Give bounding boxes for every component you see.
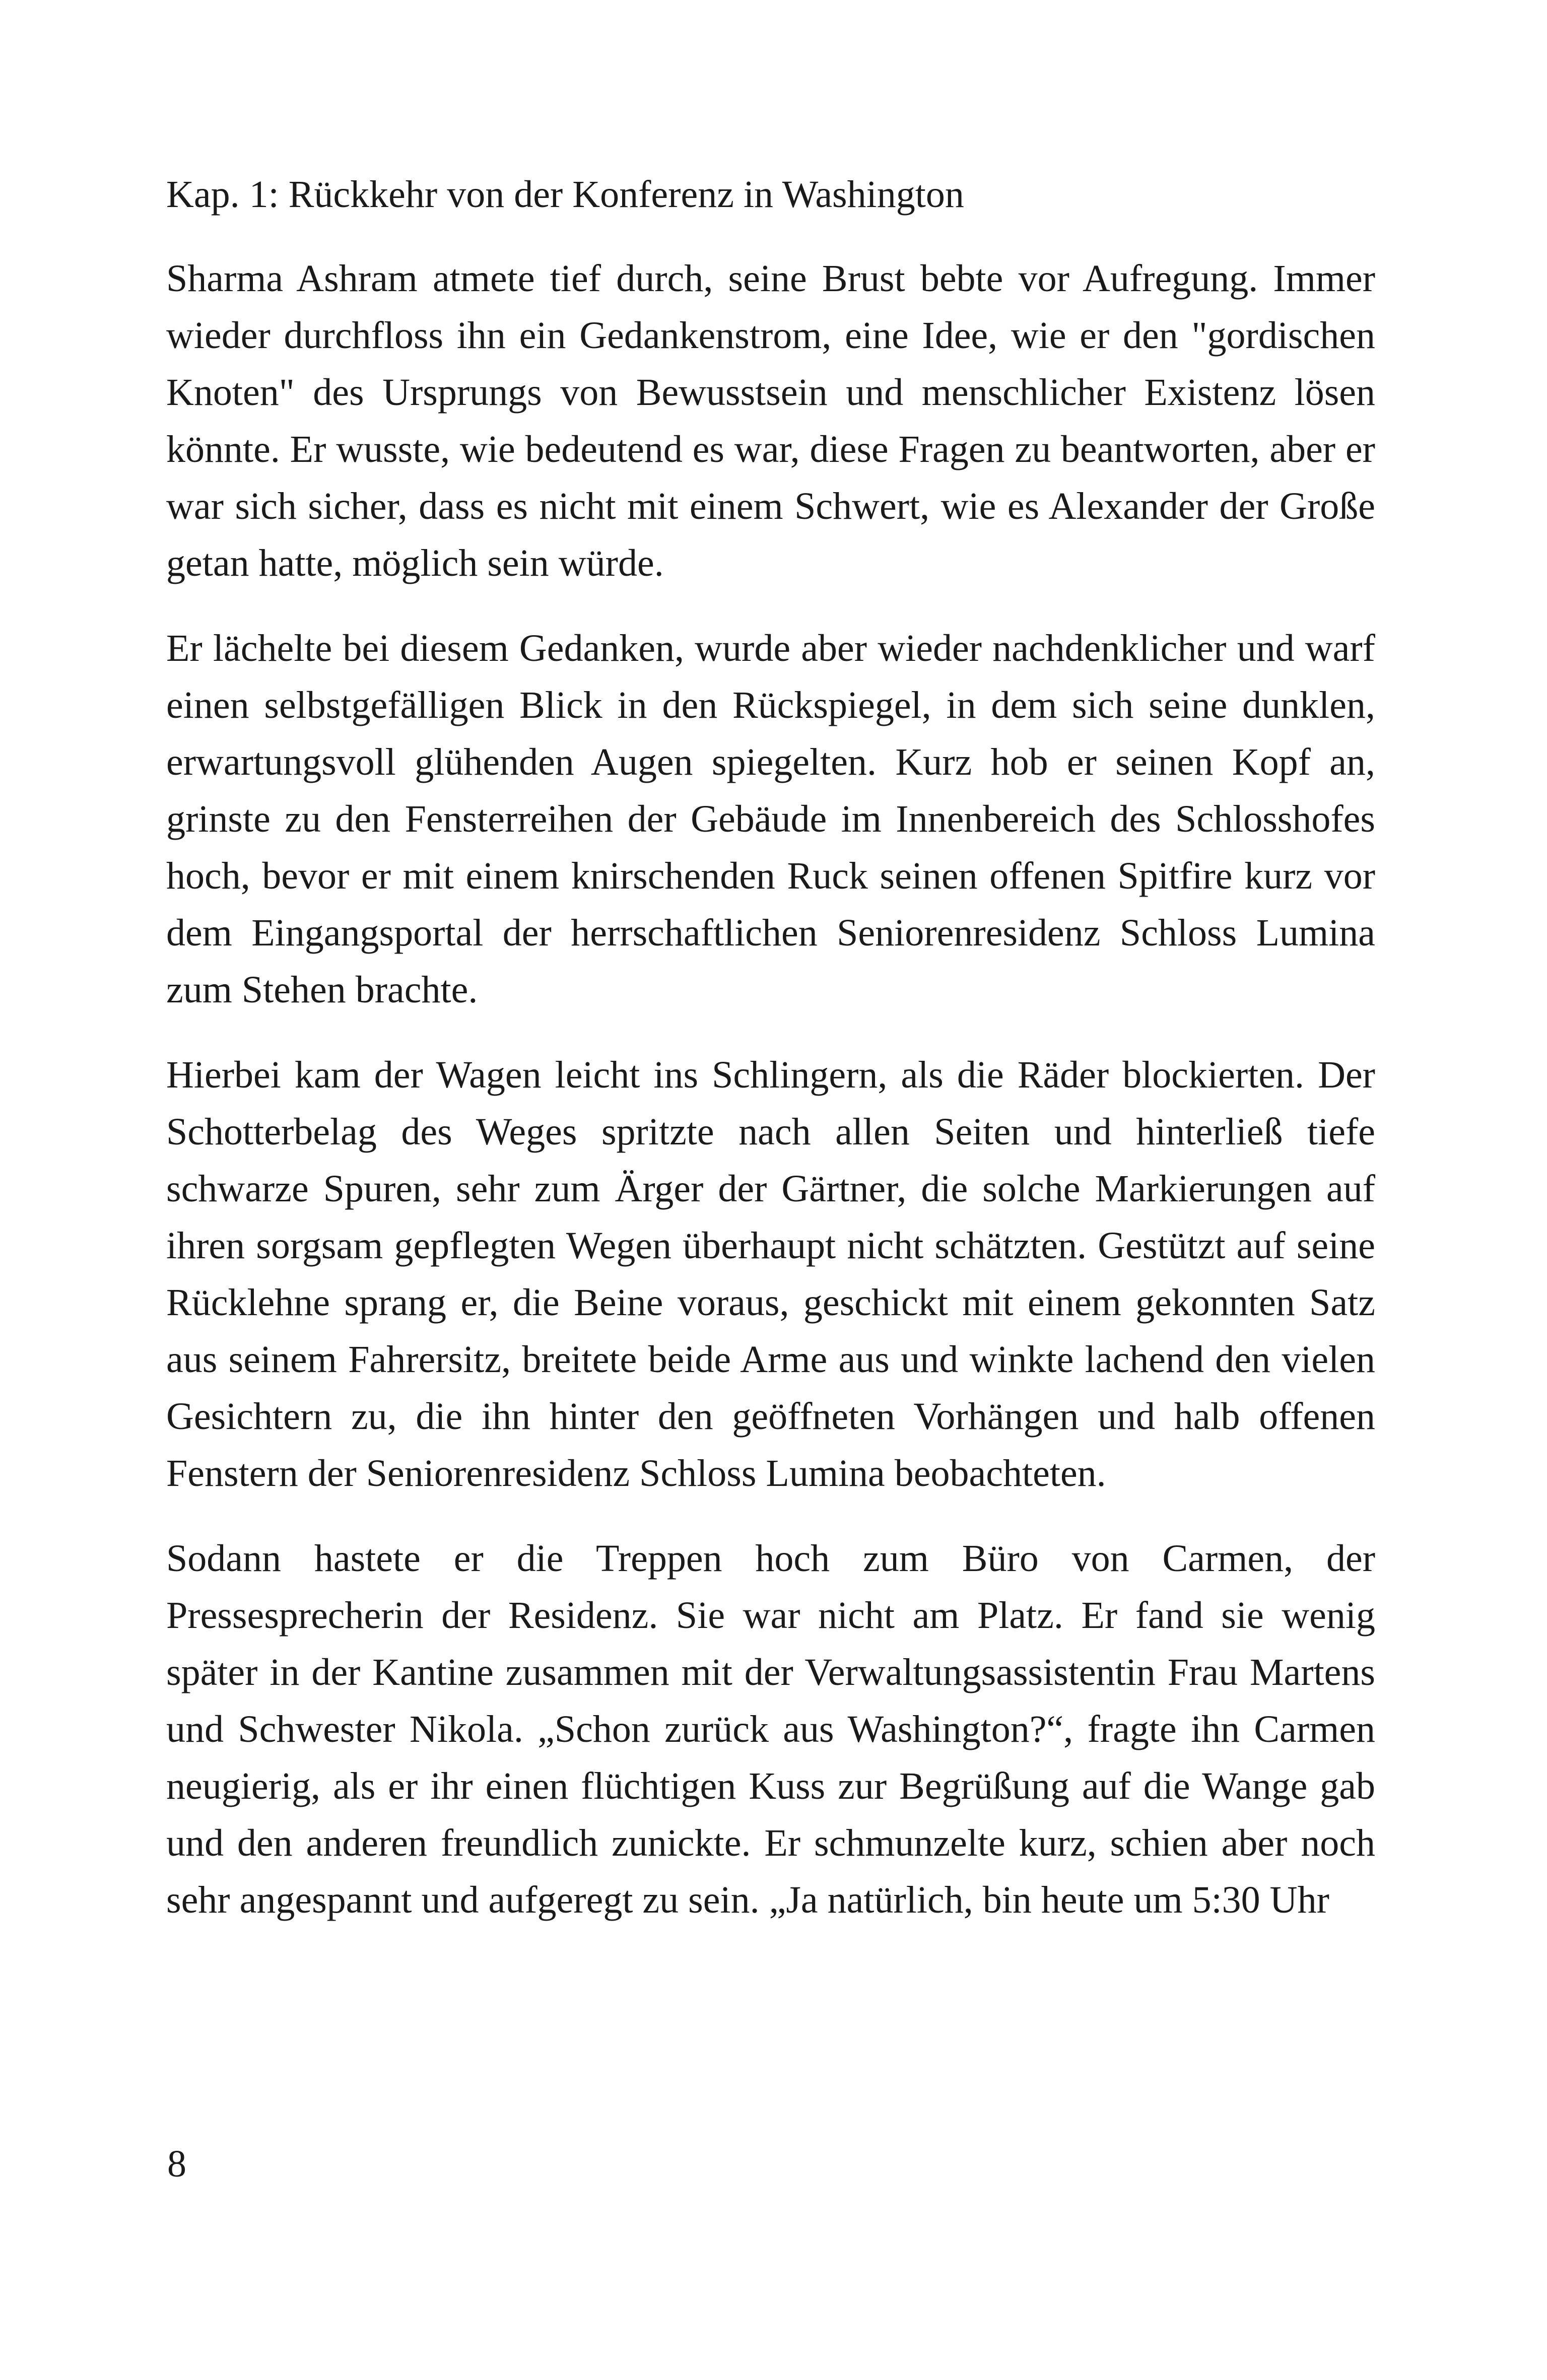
page-content	[166, 166, 1375, 1957]
paragraph-2: Er lächelte bei diesem Gedanken, wurde aber wieder nachdenklicher und warf einen selbstgefälligen Blick in den Rückspiegel, in dem sich seine dunklen, erwartungsvoll glühenden Augen spiegelten. Kurz hob er seinen Kopf an, grinste zu den Fensterreihen der Gebäude im Innenbereich des Schlosshofes hoch, bevor er mit einem knirschenden Ruck seinen offenen Spitfire kurz vor dem Eingangsportal der herrschaftlichen Seniorenresidenz Schloss Lumina zum Stehen brachte.	[166, 627, 1375, 1011]
paragraph-1: Sharma Ashram atmete tief durch, seine Brust bebte vor Aufregung. Immer wieder durchfloss ihn ein Gedankenstrom, eine Idee, wie er den "gordischen Knoten" des Ursprungs von Bewusstsein und menschlicher Existenz lösen könnte. Er wusste, wie bedeutend es war, diese Fragen zu beantworten, aber er war sich sicher, dass es nicht mit einem Schwert, wie es Alexander der Große getan hatte, möglich sein würde.	[166, 257, 1375, 584]
paragraph-4: Sodann hastete er die Treppen hoch zum Büro von Carmen, der Pressesprecherin der Residenz. Sie war nicht am Platz. Er fand sie wenig später in der Kantine zusammen mit der Verwaltungsassistentin Frau Martens und Schwester Nikola. „Schon zurück aus Washington?“, fragte ihn Carmen neugierig, als er ihr einen flüchtigen Kuss zur Begrüßung auf die Wange gab und den anderen freundlich zunickte. Er schmunzelte kurz, schien aber noch sehr angespannt und aufgeregt zu sein. „Ja natürlich, bin heute um 5:30 Uhr	[166, 1537, 1375, 1921]
page-number: 8	[167, 2143, 186, 2185]
paragraph-3: Hierbei kam der Wagen leicht ins Schlingern, als die Räder blockierten. Der Schotterbelag des Weges spritzte nach allen Seiten und hinterließ tiefe schwarze Spuren, sehr zum Ärger der Gärtner, die solche Markierungen auf ihren sorgsam gepflegten Wegen überhaupt nicht schätzten. Gestützt auf seine Rücklehne sprang er, die Beine voraus, geschickt mit einem gekonnten Satz aus seinem Fahrersitz, breitete beide Arme aus und winkte lachend den vielen Gesichtern zu, die ihn hinter den geöffneten Vorhängen und halb offenen Fenstern der Seniorenresidenz Schloss Lumina beobachteten.	[166, 1054, 1375, 1494]
chapter-title: Kap. 1: Rückkehr von der Konferenz in Washington	[166, 173, 964, 216]
